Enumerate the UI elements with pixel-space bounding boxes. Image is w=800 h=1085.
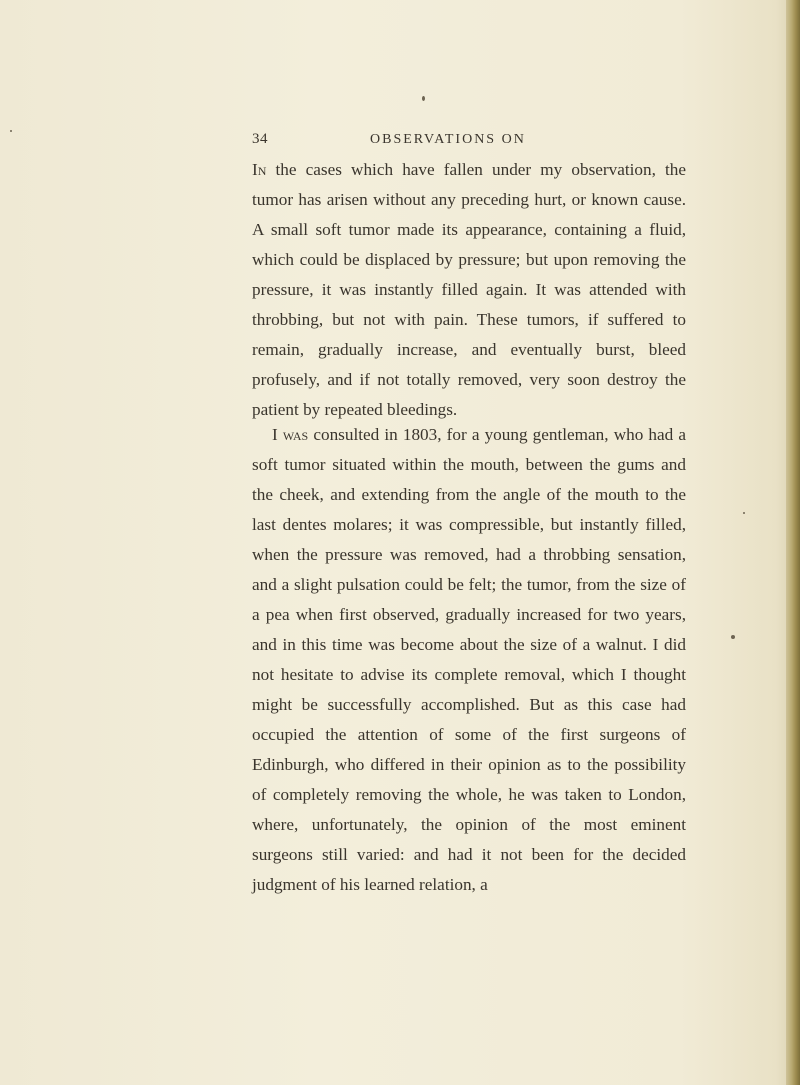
ink-speck (422, 96, 425, 101)
running-head: OBSERVATIONS ON (370, 132, 526, 147)
paragraph-text: consulted in 1803, for a young gentleman, who had a soft tumor situated within the mouth, between the gums and the cheek, and extending from the angle of the mouth to the last dentes molares; it was compressible, but instantly filled, when the pressure was removed, had a throbbing sensation, and a slight pulsation could be felt; the tumor, from the size of a pea when first observed, gradually increased for two years, and in this time was become about the size of a walnut. I did not hesitate to advise its complete removal, which I thought might be successfully accomplished. But as this case had occupied the attention of some of the first surgeons of Edinburgh, who differed in their opinion as to the possibility of completely removing the whole, he was taken to London, where, unfortunately, the opinion of the most eminent surgeons still varied: and had it not been for the decided judgment of his learned relation, a (252, 425, 687, 894)
paragraph-lead: In (252, 160, 267, 179)
ink-speck (743, 512, 745, 514)
page-number: 34 (252, 131, 268, 147)
body-paragraph-1 (252, 155, 686, 425)
page-edge-binding (786, 0, 800, 1085)
body-paragraph-2 (252, 420, 686, 900)
paragraph-lead: I was (272, 425, 309, 444)
ink-speck (731, 635, 735, 639)
paragraph-text: the cases which have fallen under my observation, the tumor has arisen without any preceding hurt, or known cause. A small soft tumor made its appearance, containing a fluid, which could be displaced by pressure; but upon removing the pressure, it was instantly filled again. It was attended with throbbing, but not with pain. These tumors, if suffered to remain, gradually increase, and eventually burst, bleed profusely, and if not totally removed, very soon destroy the patient by repeated bleedings. (252, 160, 687, 419)
ink-speck (10, 130, 12, 132)
